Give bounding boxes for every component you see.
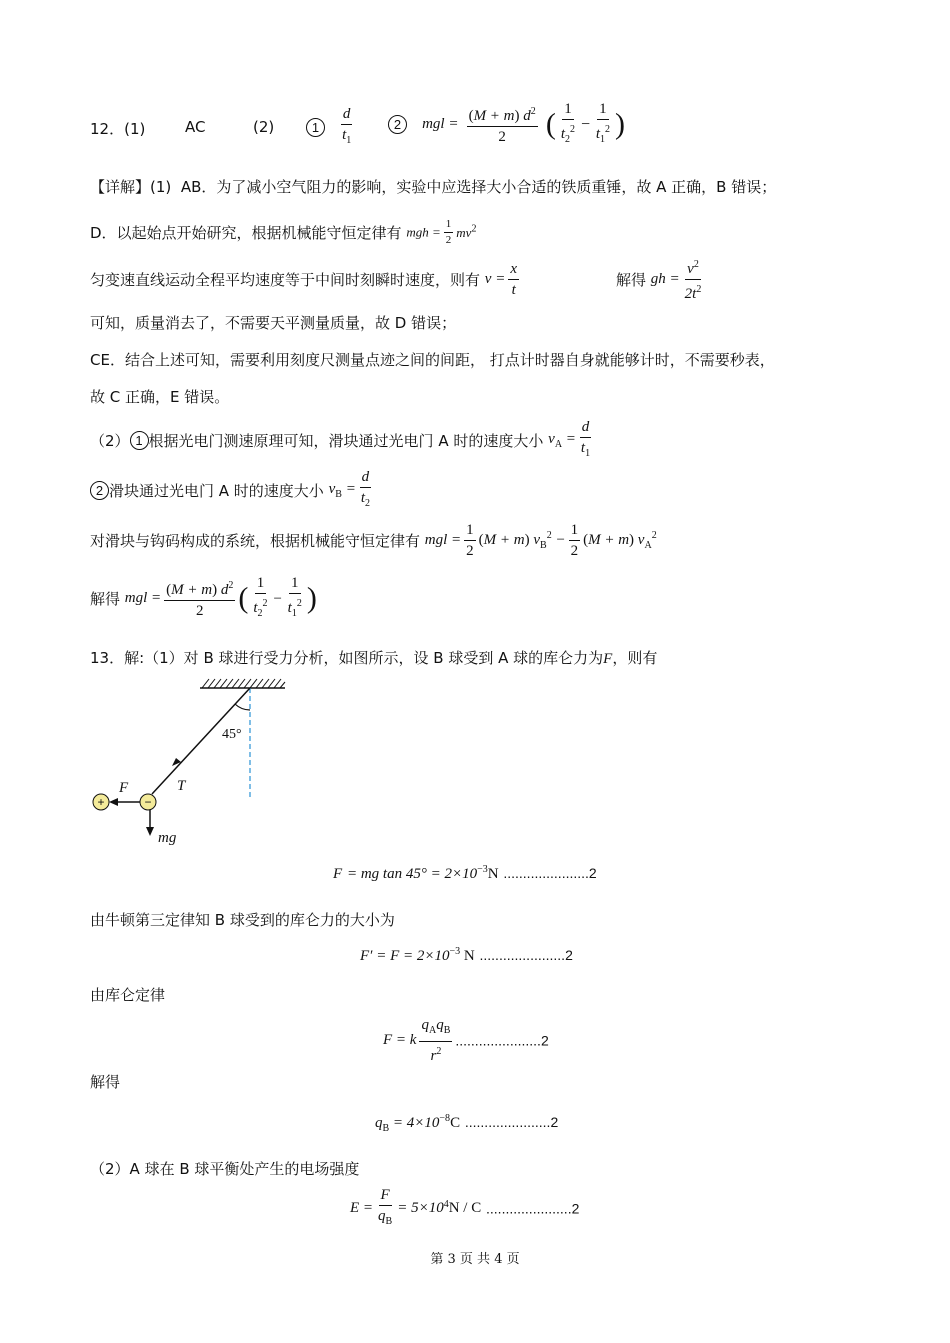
force-diagram [85, 672, 305, 852]
label-F: F [119, 780, 129, 796]
q12-answer-2b: 2 mgl = $\frac{(M + m) d^2}{2}$ ( $\frac{1}{t_2^2}$ − $\frac{1}{t_1^2}$ ) [388, 100, 625, 149]
detail-line-8: 2 滑块通过光电门 A 时的速度大小 $v_B$ = $\frac{d}{t_2}$ [90, 468, 375, 513]
q12-answer-2a: 1 $\frac{d}{t_1}$ [306, 105, 356, 150]
circled-1-icon: 1 [306, 118, 325, 137]
q13-newton-line: 由牛顿第三定律知 B 球受到的库仑力的大小为 [90, 911, 395, 929]
detail-line-3: 匀变速直线运动全程平均速度等于中间时刻瞬时速度，则有 v = $\frac{x}{t}$ [90, 261, 517, 298]
detail-line-9: 对滑块与钩码构成的系统，根据机械能守恒定律有 mgl = $\frac{1}{2}$ (M + m) $v_B^2$ − $\frac{1}{2}$ (M + m) $v_A^2$ [90, 522, 657, 559]
q12-answer-1: AC [185, 118, 206, 136]
detail-line-5: CE．结合上述可知，需要利用刻度尺测量点迹之间的间距， 打点计时器自身就能够计时，不需要秒表， [90, 351, 775, 369]
equation-2: $F' = F = 2\times 10^{-3}$ N ......................2 [360, 946, 573, 964]
label-T: T [177, 778, 186, 794]
q13-part2-line: （2）A 球在 B 球平衡处产生的电场强度 [90, 1160, 360, 1178]
q12-label: 12．(1) [90, 120, 146, 138]
detail-line-3b: 解得 gh = $\frac{v^2}{2t^2}$ [616, 256, 706, 303]
detail-line-2: D．以起始点开始研究，根据机械能守恒定律有 mgh = $\frac{1}{2}$ $mv^2$ [90, 218, 477, 246]
gravity-arrow [146, 827, 154, 836]
detail-line-1: 【详解】(1) AB．为了减小空气阻力的影响，实验中应选择大小合适的铁质重锤，故 A 正确，B 错误； [90, 178, 777, 196]
equation-3: F = k $\frac{q_Aq_B}{r^2}$ ......................2 [383, 1017, 549, 1064]
equation-1: F = mg $\tan 45^\circ = 2\times 10^{-3}N$ ......................2 [333, 864, 597, 882]
page-footer: 第 3 页 共 4 页 [430, 1252, 520, 1267]
detail-line-10: 解得 mgl = $\frac{(M + m) d^2}{2}$ ( $\frac{1}{t_2^2}$ − $\frac{1}{t_1^2}$ ) [90, 575, 317, 619]
q13-solve-line: 解得 [90, 1073, 121, 1091]
circled-2-icon: 2 [90, 481, 109, 500]
detail-line-7: （2） 1 根据光电门测速原理可知，滑块通过光电门 A 时的速度大小 $v_A$ = $\frac{d}{t_1}$ [90, 419, 591, 459]
q12-part2-label: (2) [253, 118, 275, 136]
angle-arc [235, 704, 250, 710]
q13-coulomb-line: 由库仑定律 [90, 986, 166, 1004]
equation-5: E = $\frac{F}{q_B}$ = $5\times 10^4N / C$ ......................2 [350, 1187, 580, 1227]
ball-A-sign: + [97, 795, 105, 809]
detail-line-4: 可知，质量消去了，不需要天平测量质量，故 D 错误； [90, 314, 457, 332]
circled-2-icon: 2 [388, 115, 407, 134]
q13-intro: 13．解:（1）对 B 球进行受力分析，如图所示，设 B 球受到 A 球的库仑力为F，则有 [90, 649, 658, 667]
circled-1-icon: 1 [130, 431, 149, 450]
detail-line-6: 故 C 正确，E 错误。 [90, 388, 230, 406]
force-F-arrow [109, 798, 118, 806]
label-mg: mg [158, 830, 177, 846]
angle-label: 45° [222, 727, 242, 742]
ball-B-sign: − [144, 795, 152, 809]
equation-4: $q_B = 4\times 10^{-8}C$ ......................2 [375, 1113, 559, 1134]
ceiling-hatch [202, 679, 285, 688]
